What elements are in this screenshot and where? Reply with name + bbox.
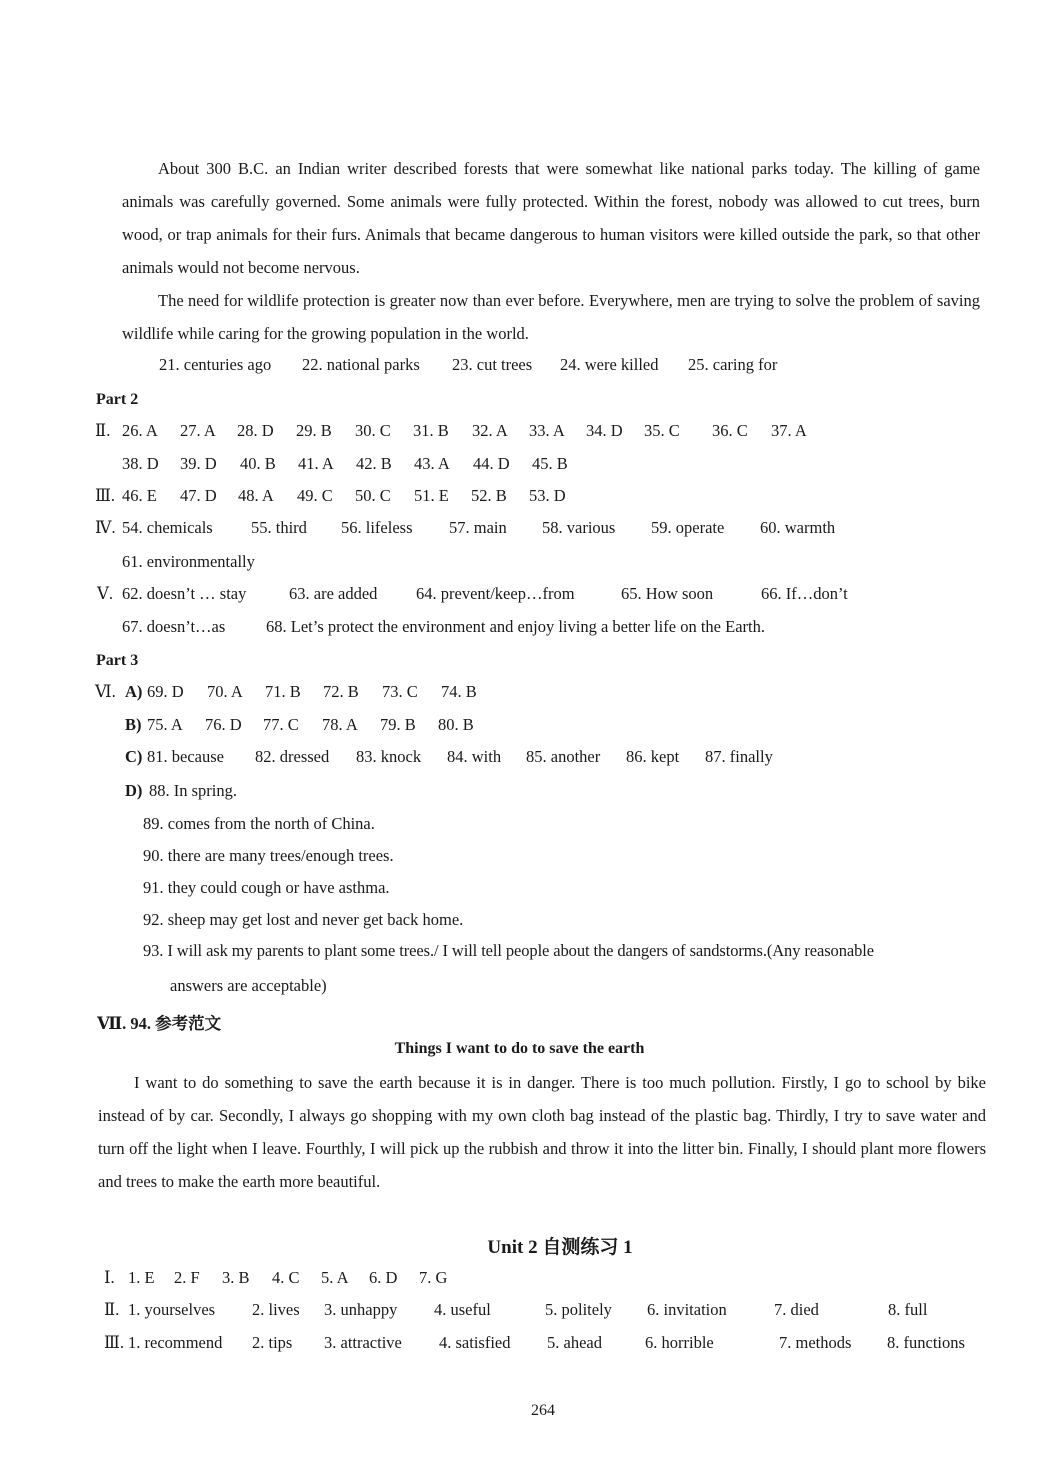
answer: 64. prevent/keep…from [416,584,575,603]
answer-89: 89. comes from the north of China. [143,814,375,833]
answer: 4. C [272,1268,300,1287]
answer: 7. died [774,1300,819,1319]
answer: 5. ahead [547,1333,602,1352]
answer-93-line-1: 93. I will ask my parents to plant some trees./ I will tell people about the dangers of sandstorms.(Any reasonable [143,941,874,960]
answer: 41. A [298,454,334,473]
answer: 1. E [128,1268,155,1287]
answer: 3. unhappy [324,1300,398,1319]
section-4-label: Ⅳ. [95,518,116,537]
section-3-label: Ⅲ. [95,486,116,505]
answer: 85. another [526,747,601,766]
answer: 71. B [265,682,301,701]
answer: 47. D [180,486,217,505]
answer: 63. are added [289,584,378,603]
answer: 7. methods [779,1333,852,1352]
subsection-a-label: A) [125,682,143,701]
section-2-label: Ⅱ. [95,421,111,440]
answer: 4. satisfied [439,1333,511,1352]
answer: 4. useful [434,1300,491,1319]
subsection-d-label: D) [125,781,143,800]
answer: 36. C [712,421,748,440]
answer: 74. B [441,682,477,701]
answer: 2. lives [252,1300,300,1319]
part-3-heading: Part 3 [96,652,139,669]
answer: 84. with [447,747,502,766]
answer: 3. attractive [324,1333,402,1352]
passage-paragraph-1 [122,152,980,284]
answer-92: 92. sheep may get lost and never get back home. [143,910,464,929]
answer-24: 24. were killed [560,355,659,374]
answer: 79. B [380,715,416,734]
page-number: 264 [531,1402,555,1419]
answer: 53. D [529,486,566,505]
answer: 30. C [355,421,391,440]
answer: 60. warmth [760,518,836,537]
answer: 77. C [263,715,299,734]
answer: 6. horrible [645,1333,714,1352]
answer: 83. knock [356,747,422,766]
answer: 5. politely [545,1300,612,1319]
answer: 54. chemicals [122,518,213,537]
answer: 62. doesn’t … stay [122,584,247,603]
answer: 35. C [644,421,680,440]
answer: 58. various [542,518,616,537]
passage-paragraph-1-text: About 300 B.C. an Indian writer described forests that were somewhat like national parks today. The killing of game animals was carefully governed. Some animals were fully protected. Within the forest, nobody was allowed to cut trees, burn wood, or trap animals for their furs. Animals that became dangerous to human visitors were killed outside the park, so that other animals would not become nervous. [122,159,980,277]
answer-88: 88. In spring. [149,781,237,800]
answer: 2. tips [252,1333,293,1352]
answer: 2. F [174,1268,200,1287]
answer: 48. A [238,486,274,505]
answer: 67. doesn’t…as [122,617,226,636]
answer-90: 90. there are many trees/enough trees. [143,846,394,865]
answer: 6. invitation [647,1300,727,1319]
answer: 3. B [222,1268,250,1287]
answer: 42. B [356,454,392,473]
answer: 69. D [147,682,184,701]
answer: 45. B [532,454,568,473]
answer: 28. D [237,421,274,440]
essay-title: Things I want to do to save the earth [394,1040,645,1057]
unit-2-title: Unit 2 自测练习 1 [487,1237,633,1258]
essay-body [98,1066,986,1198]
section-4-row-2 [122,552,255,572]
answer: 46. E [122,486,157,505]
answer-25: 25. caring for [688,355,778,374]
answer: 31. B [413,421,449,440]
unit-2-section-1-label: Ⅰ. [104,1268,115,1287]
answer: 73. C [382,682,418,701]
answer: 26. A [122,421,158,440]
section-7-label: Ⅶ. 94. 参考范文 [97,1014,222,1033]
answer: 51. E [414,486,449,505]
answer: 40. B [240,454,276,473]
answer: 8. full [888,1300,928,1319]
answer: 8. functions [887,1333,965,1352]
passage-paragraph-2 [122,284,980,350]
answer: 75. A [147,715,183,734]
answer: 6. D [369,1268,398,1287]
answer: 29. B [296,421,332,440]
answer: 27. A [180,421,216,440]
answer-23: 23. cut trees [452,355,533,374]
essay-body-text: I want to do something to save the earth because it is in danger. There is too much pollution. Firstly, I go to school by bike instead of by car. Secondly, I always go shopping with my own cloth bag instead of the plastic bag. Thirdly, I try to save water and turn off the light when I leave. Fourthly, I will pick up the rubbish and throw it into the litter bin. Finally, I should plant more flowers and trees to make the earth more beautiful. [98,1073,986,1191]
answer: 61. environmentally [122,552,255,571]
subsection-b-label: B) [125,715,142,734]
answer: 52. B [471,486,507,505]
answer-21: 21. centuries ago [159,355,272,374]
answer: 50. C [355,486,391,505]
answer: 87. finally [705,747,773,766]
answer-91: 91. they could cough or have asthma. [143,878,390,897]
answer: 57. main [449,518,507,537]
answer: 34. D [586,421,623,440]
section-5-label: Ⅴ. [97,584,114,603]
answer: 68. Let’s protect the environment and enjoy living a better life on the Earth. [266,617,765,636]
answer: 72. B [323,682,359,701]
answer: 76. D [205,715,242,734]
answer: 70. A [207,682,243,701]
answer: 80. B [438,715,474,734]
section-6-label: Ⅵ. [95,682,116,701]
answer: 39. D [180,454,217,473]
answer: 5. A [321,1268,349,1287]
answer: 49. C [297,486,333,505]
answer: 86. kept [626,747,680,766]
answer: 55. third [251,518,307,537]
answer: 1. recommend [128,1333,223,1352]
answer: 1. yourselves [128,1300,216,1319]
answer: 81. because [147,747,224,766]
passage-paragraph-2-text: The need for wildlife protection is greater now than ever before. Everywhere, men are trying to solve the problem of saving wildlife while caring for the growing population in the world. [122,291,980,343]
part-2-heading: Part 2 [96,391,139,408]
answer: 66. If…don’t [761,584,848,603]
answer: 78. A [322,715,358,734]
answer: 37. A [771,421,807,440]
answer: 43. A [414,454,450,473]
answer: 65. How soon [621,584,714,603]
answer: 59. operate [651,518,725,537]
subsection-c-label: C) [125,747,143,766]
unit-2-section-2-label: Ⅱ. [104,1300,120,1319]
answer: 7. G [419,1268,448,1287]
answer-22: 22. national parks [302,355,420,374]
answer: 44. D [473,454,510,473]
answer: 38. D [122,454,159,473]
answer-93-line-2: answers are acceptable) [170,976,327,995]
answer: 33. A [529,421,565,440]
answer: 56. lifeless [341,518,413,537]
unit-2-section-3-label: Ⅲ. [104,1333,125,1352]
answer: 32. A [472,421,508,440]
answer: 82. dressed [255,747,330,766]
